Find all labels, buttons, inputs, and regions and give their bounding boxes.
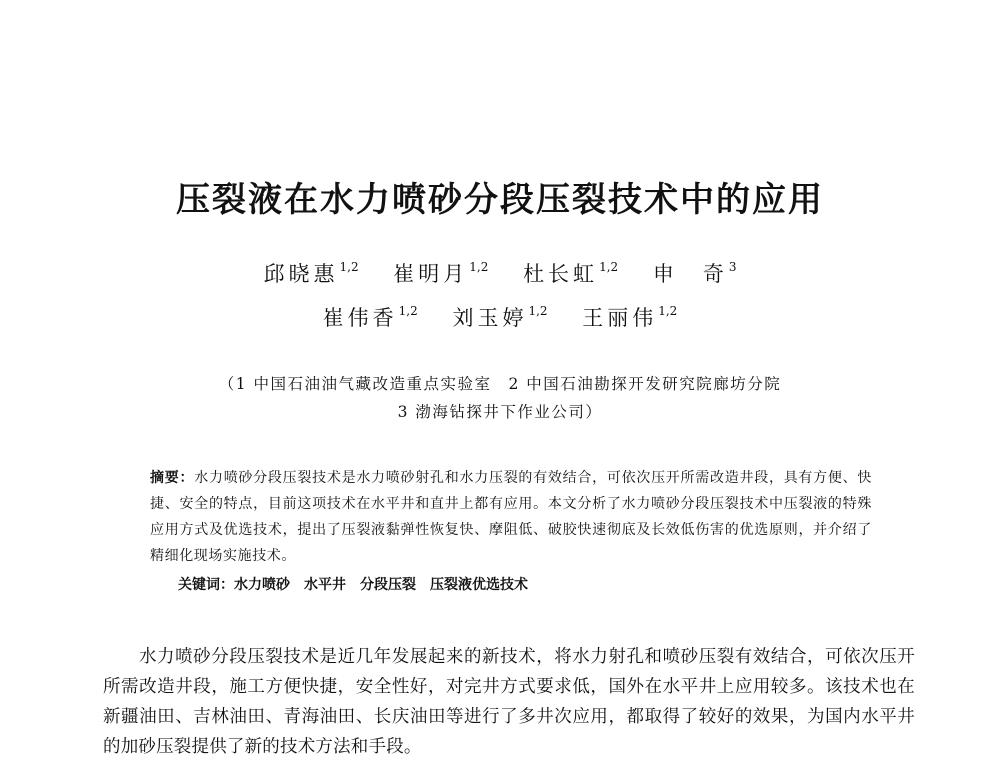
author xyxy=(323,302,418,332)
author xyxy=(582,302,677,332)
author-affiliation-mark: 3 xyxy=(728,260,737,274)
author-name: 王丽伟 xyxy=(582,306,658,330)
author-name: 申 奇 xyxy=(652,262,728,286)
paper-title: 压裂液在水力喷砂分段压裂技术中的应用 xyxy=(176,180,824,220)
author-line-2 xyxy=(0,302,1000,332)
author-line-1 xyxy=(0,258,1000,288)
keywords xyxy=(178,574,542,594)
affiliation-line-1: （1 中国石油油气藏改造重点实验室 2 中国石油勘探开发研究院廊坊分院 xyxy=(218,375,782,393)
author-name: 崔明月 xyxy=(393,262,469,286)
author-affiliation-mark: 1,2 xyxy=(469,260,489,274)
keyword: 水力喷砂 xyxy=(234,577,290,593)
author xyxy=(264,258,359,288)
author xyxy=(393,258,488,288)
author-affiliation-mark: 1,2 xyxy=(398,304,418,318)
abstract-label: 摘要： xyxy=(150,470,195,486)
author-affiliation-mark: 1,2 xyxy=(528,304,548,318)
keyword: 水平井 xyxy=(304,577,346,593)
author-name: 崔伟香 xyxy=(322,306,398,330)
body-paragraph: 水力喷砂分段压裂技术是近几年发展起来的新技术，将水力射孔和喷砂压裂有效结合，可依次压开所需改造井段，施工方便快捷，安全性好，对完井方式要求低，国外在水平井上应用较多。该技术也在新疆油田、吉林油田、青海油田、长庆油田等进行了多井次应用，都取得了较好的效果，为国内水平井的加砂压裂提供了新的技术方法和手段。 xyxy=(103,646,915,757)
keywords-label: 关键词： xyxy=(178,577,234,593)
author xyxy=(653,258,737,288)
author-affiliation-mark: 1,2 xyxy=(599,260,619,274)
author xyxy=(523,258,618,288)
abstract xyxy=(150,465,872,569)
author-name: 邱晓惠 xyxy=(263,262,339,286)
author-name: 刘玉婷 xyxy=(452,306,528,330)
author xyxy=(452,302,547,332)
keyword: 分段压裂 xyxy=(360,577,416,593)
abstract-text: 水力喷砂分段压裂技术是水力喷砂射孔和水力压裂的有效结合，可依次压开所需改造井段，具有方便、快捷、安全的特点，目前这项技术在水平井和直井上都有应用。本文分析了水力喷砂分段压裂技术中压裂液的特殊应用方式及优选技术，提出了压裂液黏弹性恢复快、摩阻低、破胶快速彻底及长效低伤害的优选原则，并介绍了精细化现场实施技术。 xyxy=(150,470,872,564)
keyword: 压裂液优选技术 xyxy=(430,577,528,593)
affiliation-line-2: 3 渤海钻探井下作业公司） xyxy=(397,403,603,421)
author-name: 杜长虹 xyxy=(523,262,599,286)
author-affiliation-mark: 1,2 xyxy=(339,260,359,274)
author-affiliation-mark: 1,2 xyxy=(658,304,678,318)
